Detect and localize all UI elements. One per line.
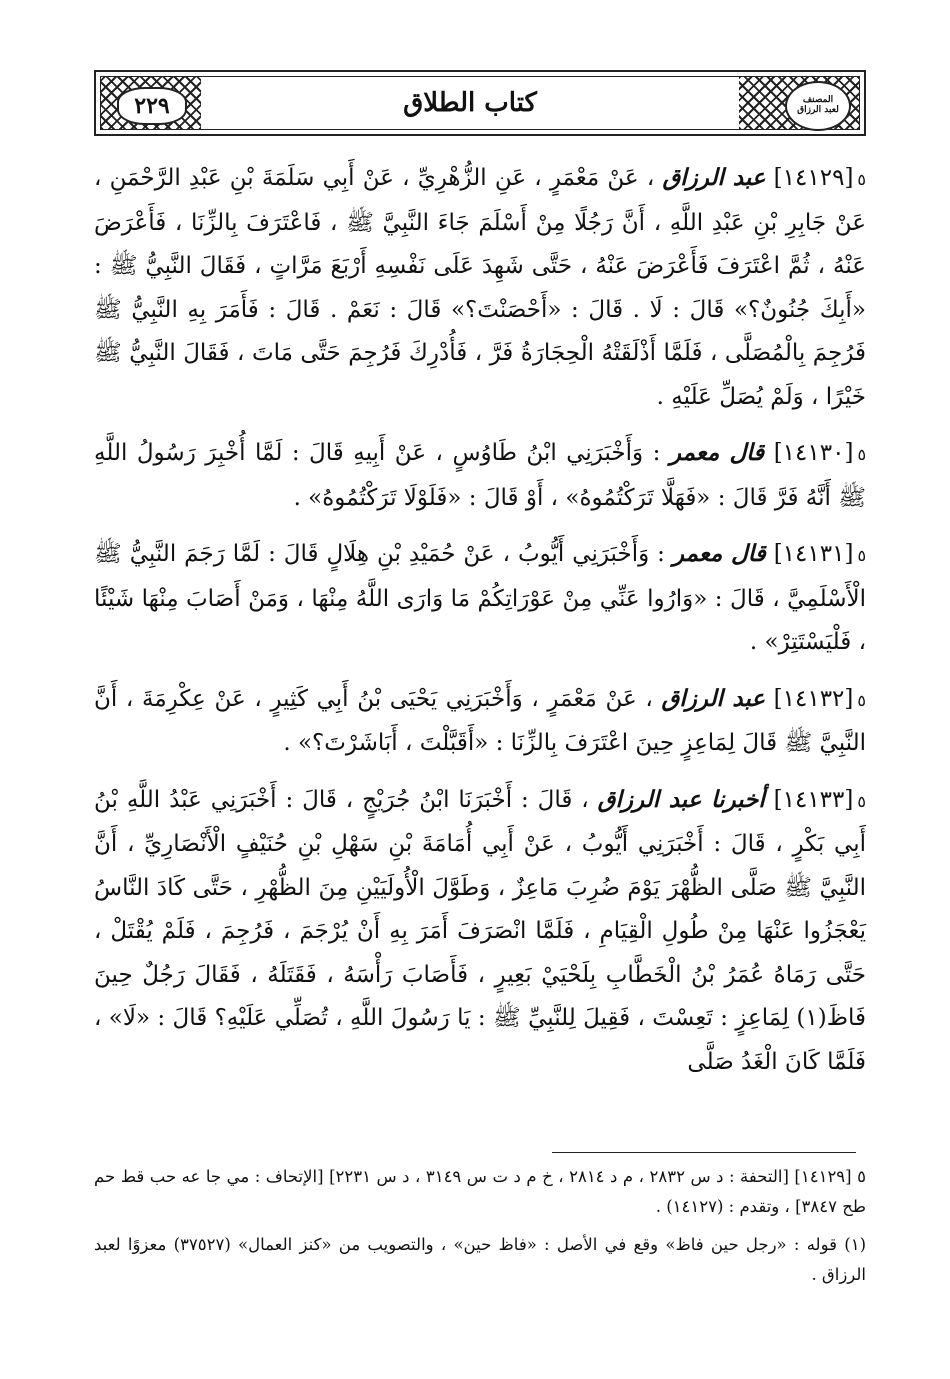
hadith-marker: ٥ bbox=[857, 690, 866, 710]
hadith-source: قال معمر bbox=[669, 439, 765, 466]
hadith-number: [١٤١٢٩] bbox=[773, 165, 854, 191]
hadith-marker: ٥ bbox=[857, 170, 867, 189]
hadith-marker: ٥ bbox=[857, 791, 866, 811]
header-frame bbox=[100, 76, 860, 130]
hadith-14133 bbox=[94, 778, 866, 1085]
footnote-text: [١٤١٢٩] [التحفة : د س ٢٨٣٢ ، م د ٢٨١٤ ، خ م د ت س ٣١٤٩ ، د س ٢٢٣١] [الإتحاف : مي جا عه حب قط حم طح ٣٨٤٧] ، وتقدم : (١٤١٢٧) . bbox=[94, 1167, 866, 1216]
hadith-number: [١٤١٣١] bbox=[773, 541, 854, 567]
hadith-14129 bbox=[94, 156, 866, 419]
hadith-14130 bbox=[94, 431, 866, 520]
page-header bbox=[94, 70, 866, 136]
hadith-source: عبد الرزاق bbox=[661, 684, 765, 712]
footnote-text: قوله : «رجل حين فاظ» وقع في الأصل : «فاظ حين» ، والتصويب من «كنز العمال» (٣٧٥٢٧) معزوًا لعبد الرزاق . bbox=[94, 1235, 866, 1284]
main-text bbox=[94, 156, 866, 1096]
header-ornament-left bbox=[101, 77, 201, 129]
chapter-title: كتاب الطلاق bbox=[403, 88, 537, 118]
hadith-text: ، قَالَ : أَخْبَرَنَا ابْنُ جُرَيْجٍ ، قَالَ : أَخْبَرَنِي عَبْدُ اللَّهِ بْنُ أَبِي بَكْرٍ ، قَالَ : أَخْبَرَنِي أَيُّوبُ ، عَنْ أَبِي أُمَامَةَ بْنِ سَهْلِ بْنِ حُنَيْفٍ الْأَنْصَارِيِّ ، أَنَّ النَّبِيَّ ﷺ صَلَّى الظُّهْرَ يَوْمَ ضُرِبَ مَاعِزٌ ، وَطَوَّلَ الْأُولَيَيْنِ مِنَ الظُّهْرِ ، حَتَّى كَادَ النَّاسُ يَعْجَزُوا عَنْهَا مِنْ طُولِ الْقِيَامِ ، فَلَمَّا انْصَرَفَ أَمَرَ بِهِ أَنْ يُرْجَمَ ، فَرُجِمَ ، فَلَمْ يُقْتَلْ ، حَتَّى رَمَاهُ عُمَرُ بْنُ الْخَطَّابِ بِلَحْيَيْ بَعِيرٍ ، فَأَصَابَ رَأْسَهُ ، فَقَتَلَهُ ، فَقَالَ رَجُلٌ حِينَ فَاظَ(١) لِمَاعِزٍ : تَعِسْتَ ، فَقِيلَ لِلنَّبِيِّ ﷺ : يَا رَسُولَ اللَّهِ ، تُصَلِّي عَلَيْهِ؟ قَالَ : «لَا» ، فَلَمَّا كَانَ الْغَدُ صَلَّى bbox=[94, 786, 866, 1075]
hadith-text: ، عَنْ مَعْمَرٍ ، وَأَخْبَرَنِي يَحْيَى بْنُ أَبِي كَثِيرٍ ، عَنْ عِكْرِمَةَ ، أَنَّ النَّبِيَّ ﷺ قَالَ لِمَاعِزٍ حِينَ اعْتَرَفَ بِالزِّنَا : «أَقَبَّلْتَ ، أَبَاشَرْتَ؟» . bbox=[94, 685, 866, 756]
hadith-14132 bbox=[94, 677, 866, 766]
footnote-divider bbox=[552, 1152, 856, 1153]
hadith-text: : وَأَخْبَرَنِي ابْنُ طَاوُسٍ ، عَنْ أَبِيهِ قَالَ : لَمَّا أُخْبِرَ رَسُولُ اللَّهِ ﷺ أَنَّهُ فَرَّ قَالَ : «فَهَلَّا تَرَكْتُمُوهُ» ، أَوْ قَالَ : «فَلَوْلَا تَرَكْتُمُوهُ» . bbox=[94, 440, 866, 511]
footnote-1 bbox=[94, 1230, 866, 1290]
hadith-source: عبد الرزاق bbox=[662, 164, 766, 191]
hadith-number: [١٤١٣٣] bbox=[773, 786, 854, 813]
emblem-line-1: المصنف bbox=[802, 95, 834, 106]
hadith-number: [١٤١٣٢] bbox=[773, 685, 854, 712]
page-number: ٢٢٩ bbox=[117, 87, 187, 125]
hadith-text: ، عَنْ مَعْمَرٍ ، عَنِ الزُّهْرِيِّ ، عَنْ أَبِي سَلَمَةَ بْنِ عَبْدِ الرَّحْمَنِ ، عَنْ جَابِرِ بْنِ عَبْدِ اللَّهِ ، أَنَّ رَجُلًا مِنْ أَسْلَمَ جَاءَ النَّبِيَّ ﷺ ، فَاعْتَرَفَ بِالزِّنَا ، فَأَعْرَضَ عَنْهُ ، ثُمَّ اعْتَرَفَ فَأَعْرَضَ عَنْهُ ، حَتَّى شَهِدَ عَلَى نَفْسِهِ أَرْبَعَ مَرَّاتٍ ، فَقَالَ النَّبِيُّ ﷺ : «أَبِكَ جُنُونٌ؟» قَالَ : لَا . قَالَ : «أَحْصَنْتَ؟» قَالَ : نَعَمْ . قَالَ : فَأَمَرَ بِهِ النَّبِيُّ ﷺ فَرُجِمَ بِالْمُصَلَّى ، فَلَمَّا أَذْلَقَتْهُ الْحِجَارَةُ فَرَّ ، فَأُدْرِكَ فَرُجِمَ حَتَّى مَاتَ ، فَقَالَ النَّبِيُّ ﷺ خَيْرًا ، وَلَمْ يُصَلِّ عَلَيْهِ . bbox=[94, 165, 866, 410]
book-emblem bbox=[785, 81, 851, 131]
footnotes bbox=[94, 1162, 866, 1298]
hadith-source: أخبرنا عبد الرزاق bbox=[597, 785, 765, 813]
hadith-text: : وَأَخْبَرَنِي أَيُّوبُ ، عَنْ حُمَيْدِ بْنِ هِلَالٍ قَالَ : لَمَّا رَجَمَ النَّبِيُّ ﷺ الْأَسْلَمِيَّ ، قَالَ : «وَارُوا عَنِّي مِنْ عَوْرَاتِكُمْ مَا وَارَى اللَّهُ مِنْهَا ، وَمَنْ أَصَابَ مِنْهَا شَيْئًا ، فَلْيَسْتَتِرْ» . bbox=[94, 541, 866, 655]
header-ornament-right bbox=[739, 77, 859, 129]
hadith-number: [١٤١٣٠] bbox=[773, 440, 854, 466]
hadith-marker: ٥ bbox=[857, 445, 867, 464]
emblem-line-2: لعبد الرزاق bbox=[797, 105, 839, 115]
hadith-14131 bbox=[94, 532, 866, 665]
hadith-source: قال معمر bbox=[672, 540, 766, 567]
footnote-marker: ٥ bbox=[857, 1167, 866, 1186]
footnote-marker: (١) bbox=[844, 1235, 866, 1254]
footnote-takhrij bbox=[94, 1162, 866, 1222]
hadith-marker: ٥ bbox=[857, 546, 867, 565]
